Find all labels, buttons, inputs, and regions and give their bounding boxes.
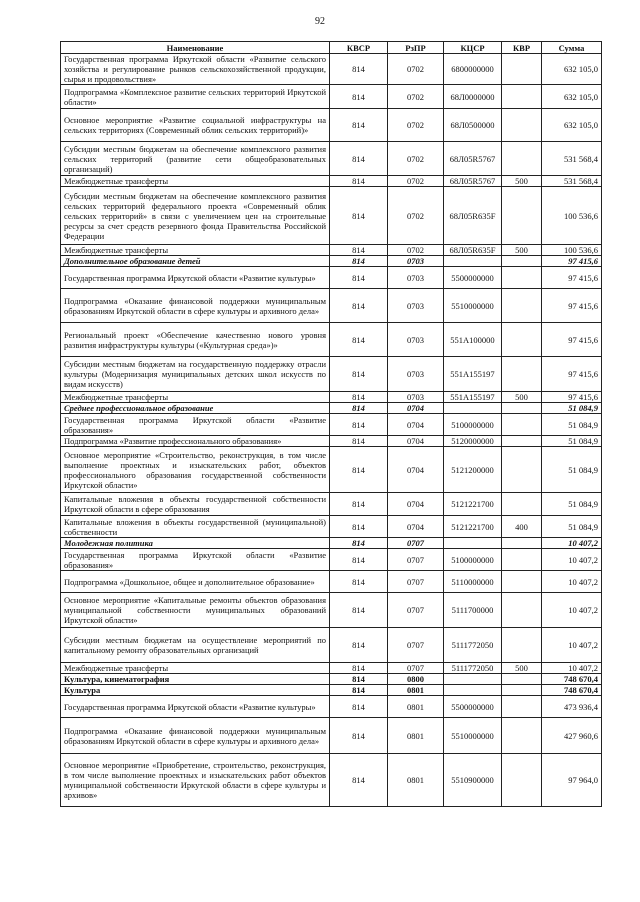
row-name: Основное мероприятие «Капитальные ремонты объектов образования муниципальной собственности муниципальных образований Иркутской области» <box>61 593 330 628</box>
row-sum: 51 084,9 <box>542 436 602 447</box>
row-kvr <box>502 187 542 245</box>
row-kcsr: 68Л05R635F <box>444 245 502 256</box>
row-sum: 97 415,6 <box>542 357 602 392</box>
row-kvr <box>502 674 542 685</box>
row-kcsr: 68Л0500000 <box>444 109 502 142</box>
row-sum: 748 670,4 <box>542 685 602 696</box>
row-name: Дополнительное образование детей <box>61 256 330 267</box>
row-rzpr: 0801 <box>388 718 444 754</box>
row-name: Подпрограмма «Развитие профессионального образования» <box>61 436 330 447</box>
table-row <box>61 593 602 628</box>
table-row <box>61 436 602 447</box>
row-kcsr: 5100000000 <box>444 414 502 436</box>
row-rzpr: 0703 <box>388 267 444 289</box>
row-kcsr: 551A155197 <box>444 392 502 403</box>
row-rzpr: 0707 <box>388 538 444 549</box>
row-kvsr: 814 <box>330 414 388 436</box>
row-kvsr: 814 <box>330 493 388 516</box>
row-rzpr: 0707 <box>388 593 444 628</box>
row-kcsr: 5510900000 <box>444 754 502 807</box>
header-name: Наименование <box>61 42 330 54</box>
row-name: Основное мероприятие «Развитие социальной инфраструктуры на сельских территориях (Современный облик сельских территорий)» <box>61 109 330 142</box>
row-name: Подпрограмма «Дошкольное, общее и дополнительное образование» <box>61 571 330 593</box>
row-sum: 97 415,6 <box>542 267 602 289</box>
row-kvsr: 814 <box>330 593 388 628</box>
row-rzpr: 0704 <box>388 414 444 436</box>
row-kcsr <box>444 256 502 267</box>
row-kvsr: 814 <box>330 538 388 549</box>
row-kvr <box>502 685 542 696</box>
row-name: Молодежная политика <box>61 538 330 549</box>
row-kvr <box>502 628 542 663</box>
row-kvsr: 814 <box>330 447 388 493</box>
row-name: Подпрограмма «Оказание финансовой поддержки муниципальным образованиям Иркутской области в сфере культуры и архивного дела» <box>61 289 330 323</box>
table-row <box>61 109 602 142</box>
row-rzpr: 0704 <box>388 516 444 538</box>
row-kcsr: 5100000000 <box>444 549 502 571</box>
table-row <box>61 674 602 685</box>
row-kvr <box>502 447 542 493</box>
row-sum: 10 407,2 <box>542 571 602 593</box>
row-kcsr: 5121221700 <box>444 516 502 538</box>
row-kvr: 500 <box>502 663 542 674</box>
row-rzpr: 0704 <box>388 447 444 493</box>
header-kvr: КВР <box>502 42 542 54</box>
row-name: Культура, кинематография <box>61 674 330 685</box>
row-kvsr: 814 <box>330 109 388 142</box>
row-name: Капитальные вложения в объекты государственной (муниципальной) собственности <box>61 516 330 538</box>
row-kvsr: 814 <box>330 323 388 357</box>
row-rzpr: 0703 <box>388 323 444 357</box>
table-row <box>61 85 602 109</box>
row-rzpr: 0707 <box>388 549 444 571</box>
table-row <box>61 538 602 549</box>
row-sum: 427 960,6 <box>542 718 602 754</box>
row-sum: 97 415,6 <box>542 256 602 267</box>
header-rzpr: РзПР <box>388 42 444 54</box>
row-kcsr: 68Л05R5767 <box>444 142 502 176</box>
row-sum: 473 936,4 <box>542 696 602 718</box>
row-kcsr: 5120000000 <box>444 436 502 447</box>
row-kcsr: 5121221700 <box>444 493 502 516</box>
row-name: Основное мероприятие «Приобретение, строительство, реконструкция, в том числе выполнение проектных и изыскательских работ объектов муниципальной собственности Иркутской области в сфере культуры и архивов» <box>61 754 330 807</box>
row-rzpr: 0801 <box>388 754 444 807</box>
table-row <box>61 447 602 493</box>
row-kvsr: 814 <box>330 85 388 109</box>
row-kvr <box>502 109 542 142</box>
row-kvsr: 814 <box>330 403 388 414</box>
row-kcsr: 551A100000 <box>444 323 502 357</box>
row-kvr: 500 <box>502 176 542 187</box>
row-sum: 51 084,9 <box>542 403 602 414</box>
row-name: Межбюджетные трансферты <box>61 392 330 403</box>
table-header-row <box>61 42 602 54</box>
row-kvsr: 814 <box>330 187 388 245</box>
table-row <box>61 754 602 807</box>
row-name: Государственная программа Иркутской области «Развитие образования» <box>61 549 330 571</box>
row-rzpr: 0703 <box>388 357 444 392</box>
row-kcsr: 5510000000 <box>444 718 502 754</box>
row-rzpr: 0707 <box>388 663 444 674</box>
row-sum: 748 670,4 <box>542 674 602 685</box>
row-kcsr <box>444 685 502 696</box>
row-kvr: 400 <box>502 516 542 538</box>
row-kvr <box>502 538 542 549</box>
row-kvr <box>502 256 542 267</box>
row-name: Государственная программа Иркутской области «Развитие образования» <box>61 414 330 436</box>
header-sum: Сумма <box>542 42 602 54</box>
row-rzpr: 0704 <box>388 436 444 447</box>
table-row <box>61 323 602 357</box>
row-kvsr: 814 <box>330 289 388 323</box>
row-rzpr: 0703 <box>388 289 444 323</box>
row-sum: 10 407,2 <box>542 628 602 663</box>
row-sum: 97 964,0 <box>542 754 602 807</box>
row-kvr: 500 <box>502 245 542 256</box>
row-kvr <box>502 54 542 85</box>
table-row <box>61 414 602 436</box>
row-kvr <box>502 267 542 289</box>
table-row <box>61 549 602 571</box>
row-sum: 632 105,0 <box>542 109 602 142</box>
row-kvr: 500 <box>502 392 542 403</box>
row-kcsr: 5111772050 <box>444 663 502 674</box>
row-rzpr: 0702 <box>388 245 444 256</box>
row-name: Подпрограмма «Оказание финансовой поддержки муниципальным образованиям Иркутской области в сфере культуры и архивного дела» <box>61 718 330 754</box>
row-kvr <box>502 696 542 718</box>
row-kcsr: 5510000000 <box>444 289 502 323</box>
row-kcsr: 5500000000 <box>444 696 502 718</box>
row-sum: 10 407,2 <box>542 549 602 571</box>
row-kvr <box>502 357 542 392</box>
row-rzpr: 0800 <box>388 674 444 685</box>
row-sum: 632 105,0 <box>542 54 602 85</box>
row-rzpr: 0707 <box>388 571 444 593</box>
row-kcsr: 5500000000 <box>444 267 502 289</box>
row-kcsr: 6800000000 <box>444 54 502 85</box>
row-kvsr: 814 <box>330 754 388 807</box>
row-rzpr: 0702 <box>388 187 444 245</box>
table-row <box>61 267 602 289</box>
header-kcsr: КЦСР <box>444 42 502 54</box>
table-row <box>61 54 602 85</box>
row-name: Субсидии местным бюджетам на государственную поддержку отрасли культуры (Модернизация муниципальных детских школ искусств по видам искусств) <box>61 357 330 392</box>
row-kcsr <box>444 403 502 414</box>
table-row <box>61 493 602 516</box>
budget-table <box>60 41 602 807</box>
row-kvr <box>502 593 542 628</box>
row-kvsr: 814 <box>330 436 388 447</box>
table-row <box>61 245 602 256</box>
row-rzpr: 0703 <box>388 392 444 403</box>
row-kvr <box>502 571 542 593</box>
row-kvr <box>502 142 542 176</box>
row-kcsr: 5111772050 <box>444 628 502 663</box>
row-kvsr: 814 <box>330 663 388 674</box>
table-row <box>61 256 602 267</box>
row-name: Субсидии местным бюджетам на осуществление мероприятий по капитальному ремонту образовательных организаций <box>61 628 330 663</box>
row-rzpr: 0702 <box>388 109 444 142</box>
row-kvsr: 814 <box>330 549 388 571</box>
row-name: Субсидии местным бюджетам на обеспечение комплексного развития сельских территорий (развитие сети общеобразовательных организаций) <box>61 142 330 176</box>
row-name: Государственная программа Иркутской области «Развитие культуры» <box>61 267 330 289</box>
table-row <box>61 628 602 663</box>
row-name: Межбюджетные трансферты <box>61 176 330 187</box>
row-rzpr: 0801 <box>388 696 444 718</box>
row-sum: 97 415,6 <box>542 323 602 357</box>
row-kvsr: 814 <box>330 256 388 267</box>
row-kcsr: 5111700000 <box>444 593 502 628</box>
header-kvsr: КВСР <box>330 42 388 54</box>
row-sum: 97 415,6 <box>542 289 602 323</box>
table-row <box>61 718 602 754</box>
row-sum: 51 084,9 <box>542 493 602 516</box>
row-sum: 531 568,4 <box>542 176 602 187</box>
row-name: Субсидии местным бюджетам на обеспечение комплексного развития сельских территорий федерального проекта «Современный облик сельских территорий» в связи с увеличением цен на строительные ресурсы за счет средств резервного фонда Правительства Российской Федерации <box>61 187 330 245</box>
row-sum: 10 407,2 <box>542 593 602 628</box>
row-rzpr: 0801 <box>388 685 444 696</box>
table-row <box>61 392 602 403</box>
row-name: Государственная программа Иркутской области «Развитие сельского хозяйства и регулирование рынков сельскохозяйственной продукции, сырья и продовольствия» <box>61 54 330 85</box>
table-row <box>61 403 602 414</box>
row-sum: 100 536,6 <box>542 245 602 256</box>
row-kvr <box>502 754 542 807</box>
row-kvr <box>502 85 542 109</box>
row-kvsr: 814 <box>330 245 388 256</box>
row-sum: 632 105,0 <box>542 85 602 109</box>
row-kcsr: 68Л0000000 <box>444 85 502 109</box>
row-sum: 531 568,4 <box>542 142 602 176</box>
row-sum: 10 407,2 <box>542 538 602 549</box>
row-rzpr: 0702 <box>388 176 444 187</box>
row-kvsr: 814 <box>330 176 388 187</box>
row-name: Межбюджетные трансферты <box>61 245 330 256</box>
row-kvr <box>502 289 542 323</box>
row-kvr <box>502 493 542 516</box>
table-row <box>61 685 602 696</box>
row-kvsr: 814 <box>330 628 388 663</box>
row-rzpr: 0702 <box>388 54 444 85</box>
row-kcsr: 68Л05R5767 <box>444 176 502 187</box>
row-kvsr: 814 <box>330 392 388 403</box>
row-kvsr: 814 <box>330 267 388 289</box>
row-sum: 97 415,6 <box>542 392 602 403</box>
row-kcsr: 68Л05R635F <box>444 187 502 245</box>
row-sum: 51 084,9 <box>542 516 602 538</box>
table-row <box>61 289 602 323</box>
row-kvsr: 814 <box>330 142 388 176</box>
row-name: Среднее профессиональное образование <box>61 403 330 414</box>
table-row <box>61 142 602 176</box>
row-sum: 10 407,2 <box>542 663 602 674</box>
row-kvr <box>502 414 542 436</box>
row-name: Капитальные вложения в объекты государственной собственности Иркутской области в сфере образования <box>61 493 330 516</box>
row-rzpr: 0702 <box>388 142 444 176</box>
table-row <box>61 696 602 718</box>
row-name: Региональный проект «Обеспечение качественно нового уровня развития инфраструктуры культуры («Культурная среда»)» <box>61 323 330 357</box>
row-sum: 51 084,9 <box>542 414 602 436</box>
table-row <box>61 357 602 392</box>
row-kvr <box>502 403 542 414</box>
row-kvr <box>502 718 542 754</box>
row-kvsr: 814 <box>330 674 388 685</box>
row-rzpr: 0703 <box>388 256 444 267</box>
row-kvsr: 814 <box>330 516 388 538</box>
row-kvsr: 814 <box>330 571 388 593</box>
row-rzpr: 0704 <box>388 403 444 414</box>
page-number: 92 <box>315 16 325 27</box>
row-name: Культура <box>61 685 330 696</box>
row-rzpr: 0704 <box>388 493 444 516</box>
table-row <box>61 187 602 245</box>
row-kvr <box>502 436 542 447</box>
row-name: Межбюджетные трансферты <box>61 663 330 674</box>
table-row <box>61 516 602 538</box>
row-kcsr: 5110000000 <box>444 571 502 593</box>
row-sum: 100 536,6 <box>542 187 602 245</box>
row-name: Основное мероприятие «Строительство, реконструкция, в том числе выполнение проектных и изыскательских работ, объектов профессионального образования государственной собственности Иркутской области» <box>61 447 330 493</box>
row-kvsr: 814 <box>330 357 388 392</box>
row-sum: 51 084,9 <box>542 447 602 493</box>
row-rzpr: 0707 <box>388 628 444 663</box>
row-name: Государственная программа Иркутской области «Развитие культуры» <box>61 696 330 718</box>
row-name: Подпрограмма «Комплексное развитие сельских территорий Иркутской области» <box>61 85 330 109</box>
row-kcsr: 551A155197 <box>444 357 502 392</box>
table-row <box>61 176 602 187</box>
table-row <box>61 571 602 593</box>
row-rzpr: 0702 <box>388 85 444 109</box>
row-kvsr: 814 <box>330 718 388 754</box>
row-kvr <box>502 549 542 571</box>
row-kvsr: 814 <box>330 685 388 696</box>
row-kcsr <box>444 538 502 549</box>
table-row <box>61 663 602 674</box>
row-kcsr: 5121200000 <box>444 447 502 493</box>
row-kvsr: 814 <box>330 696 388 718</box>
row-kcsr <box>444 674 502 685</box>
row-kvr <box>502 323 542 357</box>
row-kvsr: 814 <box>330 54 388 85</box>
